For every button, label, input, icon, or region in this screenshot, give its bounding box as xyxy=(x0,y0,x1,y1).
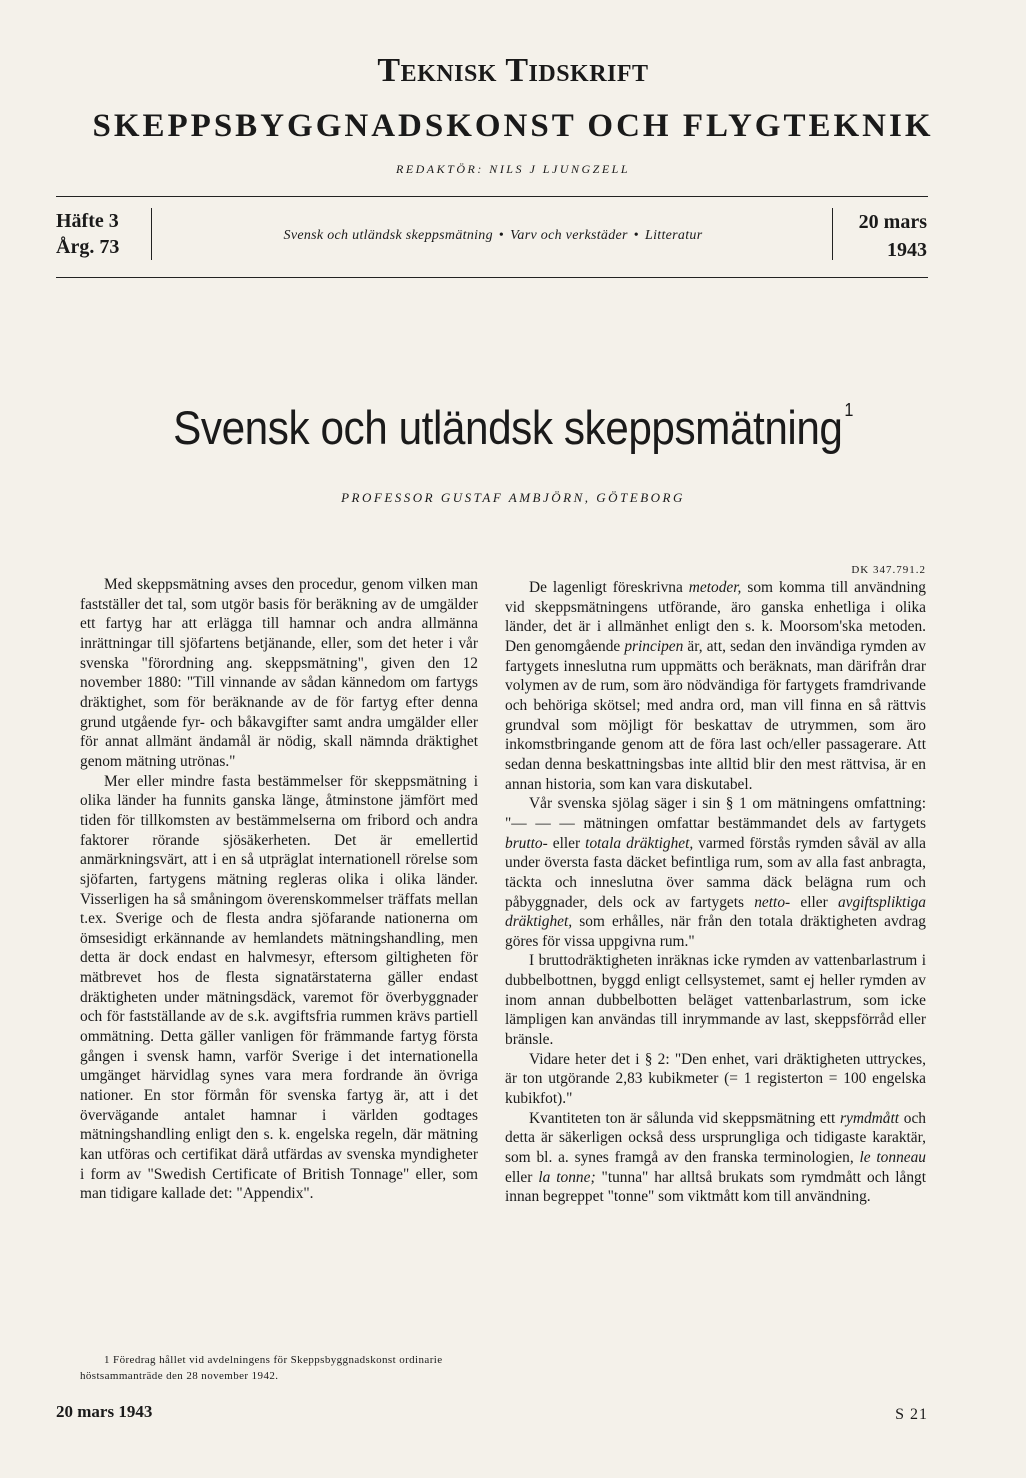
topic-item: Svensk och utländsk skeppsmätning xyxy=(283,228,493,243)
header-rule-bottom xyxy=(56,277,928,278)
footnote-marker: 1 xyxy=(844,400,853,420)
paragraph: Med skeppsmätning avses den procedur, genom vilken man fastställer det tal, som utgör basis för beräkning av de umgälder ett fartyg har att erlägga till hamnar och andra allmänna inrättningar till sjöfartens betjänande, eller, som det heter i vår svenska "förordning ang. skeppsmätning", given den 12 november 1880: "Till vinnande av sådan kännedom om fartygs dräktighet, som för beräknande av de för fartyg efter denna grund utgående fyr- och båkavgifter samt andra umgälder eller för annat allmänt ändamål är nödig, skall nämnda dräktighet genom mätning utrönas." xyxy=(80,576,478,770)
footer-date: 20 mars 1943 xyxy=(56,1402,153,1421)
bullet-separator: • xyxy=(633,228,639,243)
editor-line: REDAKTÖR: NILS J LJUNGZELL xyxy=(395,162,630,176)
paragraph: De lagenligt föreskrivna metoder, som komma till användning vid skeppsmätningens utförande, äro ganska enhetliga i olika länder, det är i allmänhet enligt den s. k. Moorsom'ska metoden. Den genomgående principen är, att, sedan den invändiga rymden av fartygets inneslutna rum uppmätts och beräknats, man därifrån drar volymen av de rum, som äro nödvändiga för fartygets framdrivande och behöriga skötsel; med andra ord, man vill finna en så rättvis grundval som möjligt för beskattav de utrymmen, som äro inkomstbringande genom att de föra last och/eller passagerare. Att sedan denna beskattningsbas inte alltid blir den mest rättvisa, är en annan historia, som kan vara diskutabel. xyxy=(505,579,926,793)
paragraph: Vår svenska sjölag säger i sin § 1 om mätningens omfattning: "— — — mätningen omfattar bestämmandet dels av fartygets brutto- eller totala dräktighet, varmed förstås rymden såväl av alla under översta fasta däcket befintliga rum, som av alla fast anbragta, täckta och inneslutna över samma däck belägna rum och påbyggnader, dels ock av fartygets netto- eller avgiftspliktiga dräktighet, som erhålles, när från den totala dräktigheten avdrag göres för vissa uppgivna rum." xyxy=(505,795,926,950)
left-column xyxy=(80,575,478,1204)
topics-line xyxy=(160,228,826,244)
header-rule-top xyxy=(56,196,928,197)
paragraph: I bruttodräktigheten inräknas icke rymden av vattenbarlastrum i dubbelbottnen, byggd enligt cellsystemet, samt ej heller rymden av inom annan dubbelbotten beläget vattenbarlastrum, som icke lämpligen kan användas till inrymmande av last, skeppsförråd eller bränsle. xyxy=(505,952,926,1049)
paragraph: Kvantiteten ton är sålunda vid skeppsmätning ett rymdmått och detta är säkerligen också dess ursprungliga och tidigaste karaktär, som bl. a. synes framgå av den franska terminologien, le tonneau eller la tonne; "tunna" har alltså brukats som rymdmått och långt innan begreppet "tonne" som viktmått kom till användning. xyxy=(505,1109,926,1206)
paragraph: Vidare heter det i § 2: "Den enhet, vari dräktigheten uttryckes, är ton utgörande 2,83 kubikmeter (= 1 registerton = 100 engelska kubikfot)." xyxy=(505,1050,926,1108)
footnote: 1 Föredrag hållet vid avdelningens för Skeppsbyggnadskonst ordinarie höstsammanträde den 28 november 1942. xyxy=(80,1354,443,1382)
article-title xyxy=(51,400,974,455)
journal-title: Teknisk Tidskrift xyxy=(377,52,649,89)
page-number: S 21 xyxy=(895,1406,928,1423)
issue-day: 20 mars xyxy=(858,211,927,233)
issue-year: 1943 xyxy=(887,239,927,261)
paragraph: Mer eller mindre fasta bestämmelser för skeppsmätning i olika länder ha funnits ganska länge, åtminstone jämfört med tiden för tillkomsten av bestämmelserna om fribord och andra faktorer rörande sjösäkerheten. Det är emellertid anmärkningsvärt, att i en så utpräglat internationell rörelse som sjöfarten, fartygens mätning regleras olika i olika länder. Visserligen ha så småningom överenskommelser träffats mellan t.ex. Sverige och de flesta andra sjöfarande nationerna om ömsesidigt erkännande av hemlandets mätningshandling, men detta är dock endast en halvmesyr, eftersom giltigheten för mätbrevet hos de flesta signatärstaterna gäller endast dräktigheten under mätningsdäck, varemot för överbyggnader och för fastställande av de s.k. avgiftsfria rummen krävs partiell ommätning. Detta gäller vanligen för främmande fartyg första gången i svensk hamn, varför Sverige i det internationella umgänget härvidlag synes vara mera fordrande än övriga nationer. En stor förmån för svenska fartyg är, att i det övervägande antalet hamnar i världen godtages mätningshandling enligt den s. k. engelska regeln, där mätning kan utföras och certifikat därå utfärdas av svenska myndigheter i form av "Swedish Certificate of British Tonnage" eller, som man tidigare kallade det: "Appendix". xyxy=(80,772,478,1203)
topic-item: Litteratur xyxy=(644,228,703,243)
bullet-separator: • xyxy=(498,228,505,243)
issue-info xyxy=(56,208,152,260)
issue-date xyxy=(832,208,929,260)
dk-classification: DK 347.791.2 xyxy=(851,564,926,576)
topic-item: Varv och verkstäder xyxy=(510,228,628,243)
issue-number: Häfte 3 xyxy=(56,210,119,232)
right-column xyxy=(505,562,926,1207)
author-byline: PROFESSOR GUSTAF AMBJÖRN, GÖTEBORG xyxy=(341,490,685,505)
section-title: SKEPPSBYGGNADSKONST OCH FLYGTEKNIK xyxy=(92,108,934,144)
article-title-text: Svensk och utländsk skeppsmätning xyxy=(173,401,843,454)
volume: Årg. 73 xyxy=(56,236,120,258)
